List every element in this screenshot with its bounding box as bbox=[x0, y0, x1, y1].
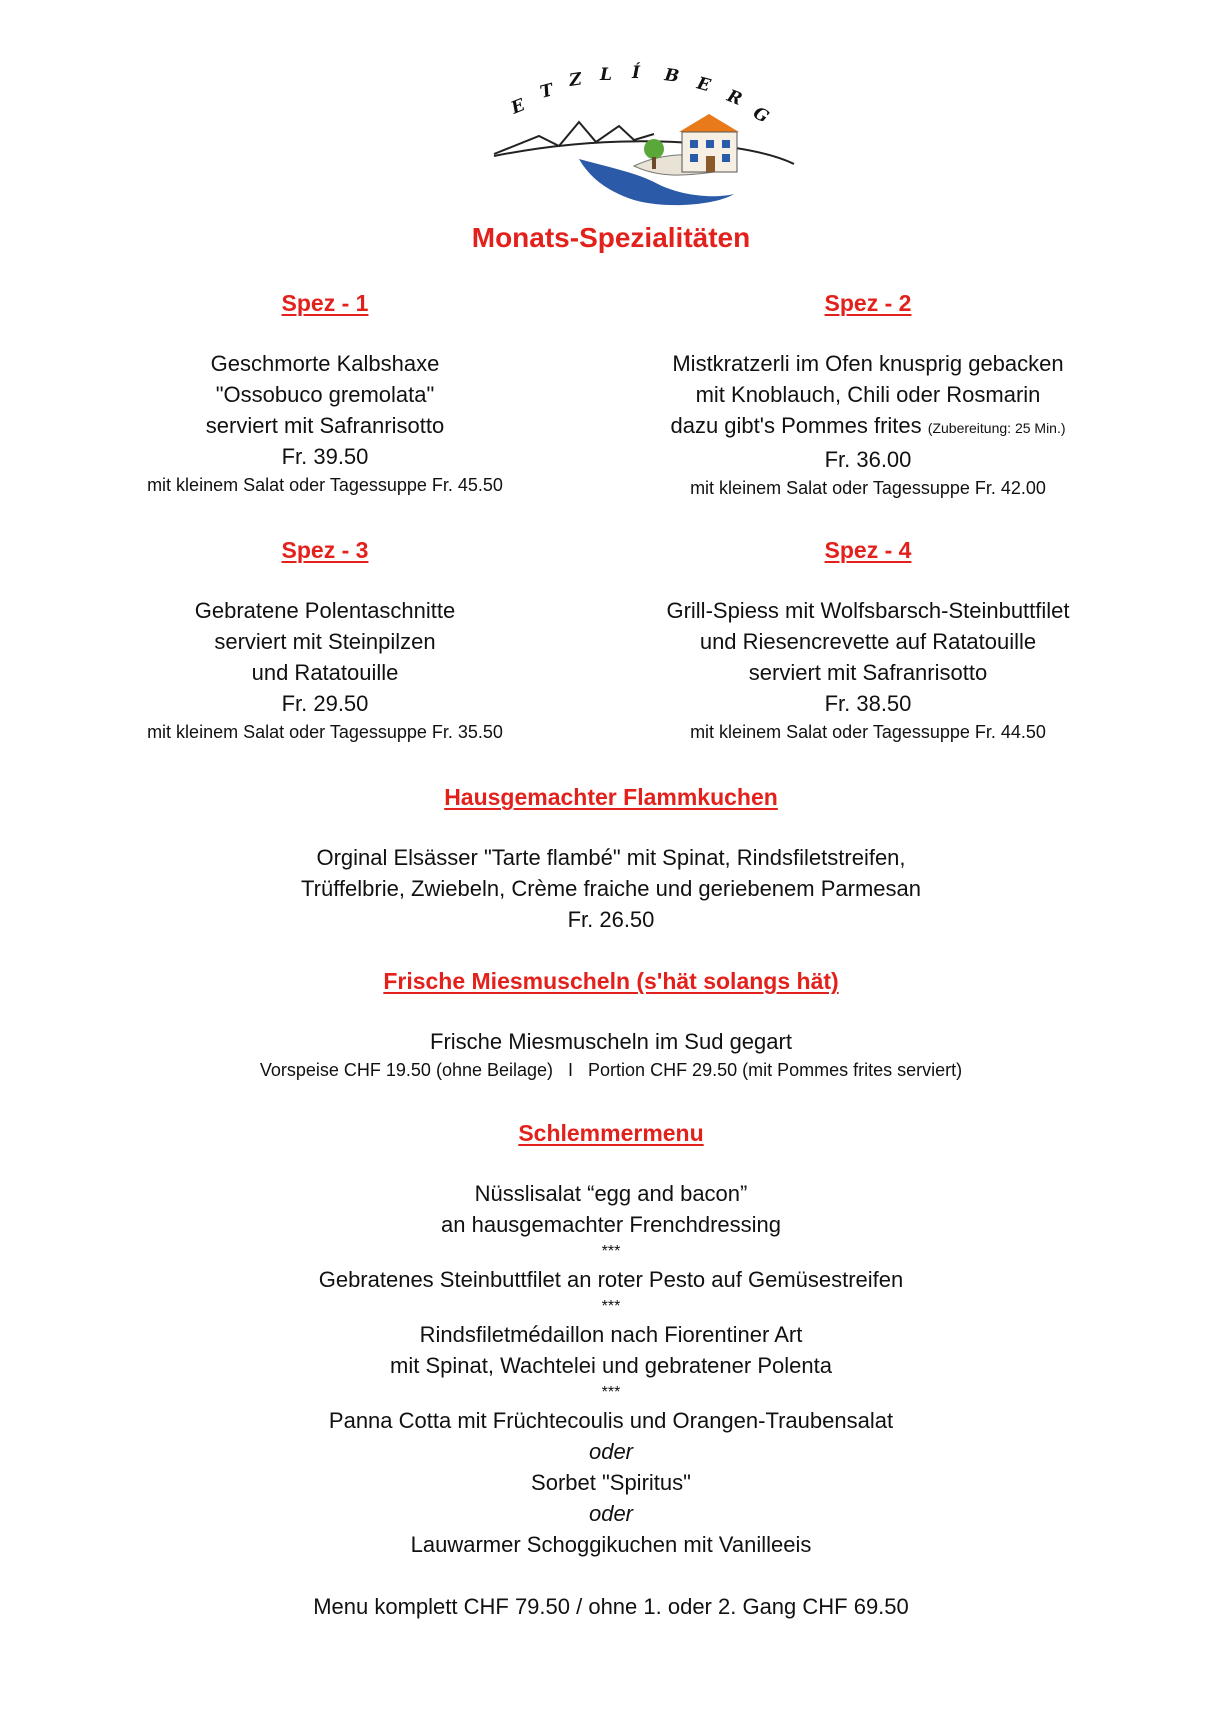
preparation-note: (Zubereitung: 25 Min.) bbox=[927, 420, 1066, 436]
dish-price: Fr. 26.50 bbox=[567, 907, 655, 932]
dish-line: und Ratatouille bbox=[251, 660, 399, 685]
course-separator: *** bbox=[601, 1298, 621, 1315]
logo-graphic bbox=[484, 54, 814, 210]
special-2 bbox=[588, 290, 1148, 501]
dish-combo-price: mit kleinem Salat oder Tagessuppe Fr. 45.50 bbox=[147, 475, 503, 495]
miesmuscheln-section bbox=[0, 968, 1222, 1083]
dish-line: serviert mit Safranrisotto bbox=[205, 413, 445, 438]
special-3 bbox=[45, 537, 605, 745]
dish-line-with-note bbox=[588, 410, 1148, 444]
course-line: mit Spinat, Wachtelei und gebratener Polenta bbox=[390, 1353, 832, 1378]
svg-text:Z: Z bbox=[567, 69, 583, 91]
dish-line: Frische Miesmuscheln im Sud gegart bbox=[430, 1029, 792, 1054]
dessert-option: Lauwarmer Schoggikuchen mit Vanilleeis bbox=[410, 1532, 812, 1557]
special-4 bbox=[588, 537, 1148, 745]
oder-separator: oder bbox=[588, 1501, 634, 1526]
special-1 bbox=[45, 290, 605, 498]
dish-line: Mistkratzerli im Ofen knusprig gebacken bbox=[672, 351, 1064, 376]
dish-price: Fr. 38.50 bbox=[824, 691, 912, 716]
svg-text:L: L bbox=[600, 65, 612, 85]
course-separator: *** bbox=[601, 1384, 621, 1401]
svg-text:B: B bbox=[663, 65, 681, 87]
course-separator: *** bbox=[601, 1243, 621, 1260]
dish-line: Grill-Spiess mit Wolfsbarsch-Steinbuttfilet bbox=[666, 598, 1070, 623]
flammkuchen-section bbox=[0, 784, 1222, 935]
dish-line: Orginal Elsässer "Tarte flambé" mit Spinat, Rindsfiletstreifen, bbox=[316, 845, 906, 870]
svg-text:R: R bbox=[724, 86, 745, 110]
svg-text:Í: Í bbox=[632, 63, 640, 83]
dish-line: und Riesencrevette auf Ratatouille bbox=[699, 629, 1037, 654]
dish-line: "Ossobuco gremolata" bbox=[215, 382, 435, 407]
svg-text:E: E bbox=[508, 95, 528, 119]
section-heading: Hausgemachter Flammkuchen bbox=[444, 784, 778, 810]
svg-text:T: T bbox=[538, 80, 556, 103]
dish-line: Trüffelbrie, Zwiebeln, Crème fraiche und geriebenem Parmesan bbox=[301, 876, 921, 901]
dish-line: mit Knoblauch, Chili oder Rosmarin bbox=[695, 382, 1041, 407]
dessert-option: Sorbet "Spiritus" bbox=[531, 1470, 691, 1495]
course-line: Rindsfiletmédaillon nach Fiorentiner Art bbox=[419, 1322, 803, 1347]
dish-line: serviert mit Steinpilzen bbox=[214, 629, 436, 654]
dish-combo-price: mit kleinem Salat oder Tagessuppe Fr. 35.50 bbox=[147, 722, 503, 742]
dish-line: Geschmorte Kalbshaxe bbox=[210, 351, 440, 376]
course-line: Nüsslisalat “egg and bacon” bbox=[474, 1181, 748, 1206]
menu-price: Menu komplett CHF 79.50 / ohne 1. oder 2. Gang CHF 69.50 bbox=[313, 1594, 909, 1619]
special-heading: Spez - 3 bbox=[281, 537, 369, 563]
dish-price: Fr. 29.50 bbox=[281, 691, 369, 716]
section-heading: Frische Miesmuscheln (s'hät solangs hät) bbox=[383, 968, 839, 994]
dish-combo-price: mit kleinem Salat oder Tagessuppe Fr. 42.00 bbox=[690, 478, 1046, 498]
special-heading: Spez - 1 bbox=[281, 290, 369, 316]
dish-combo-price: mit kleinem Salat oder Tagessuppe Fr. 44.50 bbox=[690, 722, 1046, 742]
svg-text:G: G bbox=[749, 103, 773, 128]
oder-separator: oder bbox=[588, 1439, 634, 1464]
course-line: an hausgemachter Frenchdressing bbox=[441, 1212, 781, 1237]
special-heading: Spez - 2 bbox=[824, 290, 912, 316]
schlemmermenu-section bbox=[0, 1120, 1222, 1622]
special-heading: Spez - 4 bbox=[824, 537, 912, 563]
course-line: Gebratenes Steinbuttfilet an roter Pesto auf Gemüsestreifen bbox=[318, 1267, 904, 1292]
dish-line: dazu gibt's Pommes frites bbox=[670, 413, 922, 438]
dish-price: Fr. 39.50 bbox=[281, 444, 369, 469]
dessert-option: Panna Cotta mit Früchtecoulis und Orangen-Traubensalat bbox=[328, 1408, 894, 1433]
dish-prices: Vorspeise CHF 19.50 (ohne Beilage) I Portion CHF 29.50 (mit Pommes frites serviert) bbox=[259, 1060, 963, 1080]
dish-line: Gebratene Polentaschnitte bbox=[194, 598, 456, 623]
dish-line: serviert mit Safranrisotto bbox=[748, 660, 988, 685]
section-heading: Schlemmermenu bbox=[518, 1120, 704, 1146]
etzliberg-logo bbox=[484, 54, 814, 210]
svg-text:E: E bbox=[694, 73, 713, 97]
dish-price: Fr. 36.00 bbox=[824, 447, 912, 472]
page-title: Monats-Spezialitäten bbox=[471, 222, 751, 253]
